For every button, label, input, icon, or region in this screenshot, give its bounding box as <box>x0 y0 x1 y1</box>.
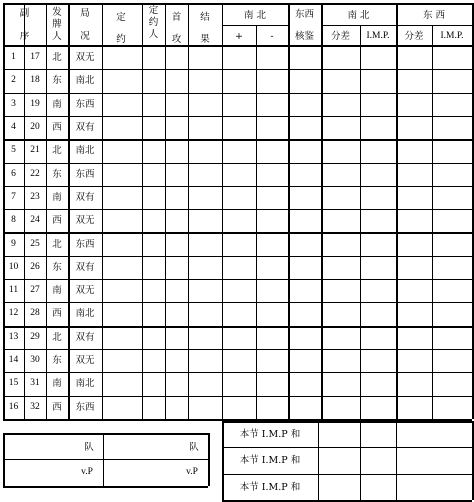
row-seq: 12 <box>8 308 19 319</box>
section-imp-label: 本节 I.M.P 和 <box>239 429 301 440</box>
row-dealer: 西 <box>52 401 62 413</box>
imp-total-col-line <box>360 421 361 500</box>
row-seq: 6 <box>11 168 16 179</box>
row-vulnerability: 双有 <box>75 261 95 273</box>
row-seq: 7 <box>11 191 16 202</box>
row-seq: 1 <box>11 52 16 63</box>
row-seq: 14 <box>8 355 19 366</box>
column-line <box>396 3 398 419</box>
imp-total-row-line <box>222 447 472 448</box>
ns-score-divider <box>222 25 288 26</box>
vp-label-right: v.P <box>186 467 198 477</box>
row-divider <box>3 279 472 280</box>
row-divider <box>3 372 472 373</box>
row-dealer: 南 <box>52 191 62 203</box>
column-line <box>142 3 143 419</box>
column-line <box>165 3 166 419</box>
table-top-border <box>3 3 472 5</box>
row-vulnerability: 东西 <box>75 401 95 413</box>
row-board: 31 <box>30 378 40 389</box>
row-board: 19 <box>30 98 40 109</box>
row-dealer: 东 <box>52 75 62 87</box>
board-header-top: 副 <box>19 8 30 19</box>
row-divider <box>3 163 472 164</box>
row-vulnerability: 东西 <box>75 98 95 110</box>
ns-minus-label: - <box>270 31 274 42</box>
result-header: 结果 <box>200 12 210 45</box>
board-header-bottom: 序 <box>19 31 30 42</box>
row-dealer: 东 <box>52 168 62 180</box>
row-dealer: 东 <box>52 261 62 273</box>
column-line <box>360 25 361 419</box>
vul-header-bottom: 况 <box>80 31 90 42</box>
group-divider <box>3 232 472 234</box>
row-dealer: 北 <box>52 331 62 343</box>
row-vulnerability: 双无 <box>75 355 95 367</box>
row-divider <box>3 302 472 303</box>
ew-imp-title: 东 西 <box>422 10 446 21</box>
ew-check-top: 东西 <box>294 9 314 20</box>
row-divider <box>3 93 472 94</box>
ew-imp-label: I.M.P. <box>440 31 464 41</box>
ns-imp-title: 南 北 <box>347 10 370 21</box>
footer-box-right <box>208 433 210 486</box>
row-dealer: 西 <box>52 215 62 227</box>
row-divider <box>3 186 472 187</box>
ns-score-title: 南 北 <box>243 10 267 21</box>
row-vulnerability: 双有 <box>75 191 95 203</box>
column-line <box>222 3 223 419</box>
row-dealer: 西 <box>52 122 62 134</box>
column-line <box>256 25 257 419</box>
column-line <box>432 25 433 419</box>
imp-total-col-line <box>396 421 397 500</box>
footer-box-bottom <box>3 486 208 488</box>
row-board: 30 <box>30 355 40 366</box>
row-vulnerability: 南北 <box>75 378 95 390</box>
row-divider <box>3 256 472 257</box>
ew-diff-label: 分差 <box>404 31 424 42</box>
ew-check-bottom: 核鉴 <box>294 31 314 42</box>
row-seq: 5 <box>11 145 16 156</box>
row-seq: 4 <box>11 122 16 133</box>
footer-box-left <box>3 433 5 486</box>
row-seq: 8 <box>11 215 16 226</box>
imp-total-col-line <box>222 421 224 500</box>
row-vulnerability: 双无 <box>75 215 95 227</box>
row-vulnerability: 双无 <box>75 52 95 64</box>
row-seq: 13 <box>8 331 19 342</box>
row-seq: 16 <box>8 401 19 412</box>
row-board: 32 <box>30 401 40 412</box>
row-board: 22 <box>30 168 40 179</box>
vul-header-top: 局 <box>80 8 90 19</box>
row-dealer: 西 <box>52 308 62 320</box>
ns-imp-label: I.M.P. <box>366 31 390 41</box>
row-vulnerability: 南北 <box>75 75 95 87</box>
ns-diff-label: 分差 <box>330 31 350 42</box>
row-seq: 15 <box>8 378 19 389</box>
footer-box-top <box>3 433 208 435</box>
team-label-left: 队 <box>84 442 94 453</box>
row-divider <box>3 209 472 210</box>
declarer-header: 定约人 <box>148 5 159 40</box>
row-board: 28 <box>30 308 40 319</box>
row-dealer: 南 <box>52 378 62 390</box>
row-board: 24 <box>30 215 40 226</box>
row-dealer: 南 <box>52 98 62 110</box>
row-vulnerability: 双有 <box>75 122 95 134</box>
imp-total-row-line <box>222 474 472 475</box>
imp-total-row-line <box>222 421 472 423</box>
row-board: 20 <box>30 122 40 133</box>
row-board: 23 <box>30 191 40 202</box>
dealer-header: 发牌人 <box>52 7 62 42</box>
column-line <box>102 3 103 419</box>
row-vulnerability: 南北 <box>75 145 95 157</box>
row-board: 29 <box>30 331 40 342</box>
row-dealer: 北 <box>52 145 62 157</box>
row-board: 21 <box>30 145 40 156</box>
row-seq: 10 <box>8 261 19 272</box>
row-board: 18 <box>30 75 40 86</box>
imp-total-col-line <box>318 421 319 500</box>
row-vulnerability: 双有 <box>75 331 95 343</box>
column-line <box>321 3 323 419</box>
contract-header: 定约 <box>116 12 126 45</box>
vp-label-left: v.P <box>81 467 93 477</box>
row-divider <box>3 116 472 117</box>
section-imp-label: 本节 I.M.P 和 <box>239 482 301 493</box>
row-seq: 9 <box>11 238 16 249</box>
row-vulnerability: 东西 <box>75 238 95 250</box>
row-divider <box>3 69 472 70</box>
footer-box-middle <box>3 459 208 460</box>
row-board: 25 <box>30 238 40 249</box>
row-board: 27 <box>30 285 40 296</box>
row-vulnerability: 南北 <box>75 308 95 320</box>
row-seq: 2 <box>11 75 16 86</box>
row-divider <box>3 349 472 350</box>
row-board: 26 <box>30 261 40 272</box>
ns-plus-label: + <box>235 31 243 42</box>
section-imp-label: 本节 I.M.P 和 <box>239 455 301 466</box>
row-dealer: 北 <box>52 52 62 64</box>
row-seq: 3 <box>11 98 16 109</box>
lead-header: 首攻 <box>171 12 182 45</box>
column-line <box>188 3 189 419</box>
row-dealer: 东 <box>52 355 62 367</box>
row-seq: 11 <box>8 285 19 296</box>
team-label-right: 队 <box>189 442 199 453</box>
row-divider <box>3 396 472 397</box>
group-divider <box>3 326 472 328</box>
row-vulnerability: 双无 <box>75 285 95 297</box>
header-bottom-border <box>3 45 472 47</box>
footer-box-divider <box>103 433 104 486</box>
column-line <box>288 3 290 419</box>
row-dealer: 北 <box>52 238 62 250</box>
row-board: 17 <box>30 52 40 63</box>
group-divider <box>3 139 472 141</box>
row-dealer: 南 <box>52 285 62 297</box>
row-vulnerability: 东西 <box>75 168 95 180</box>
